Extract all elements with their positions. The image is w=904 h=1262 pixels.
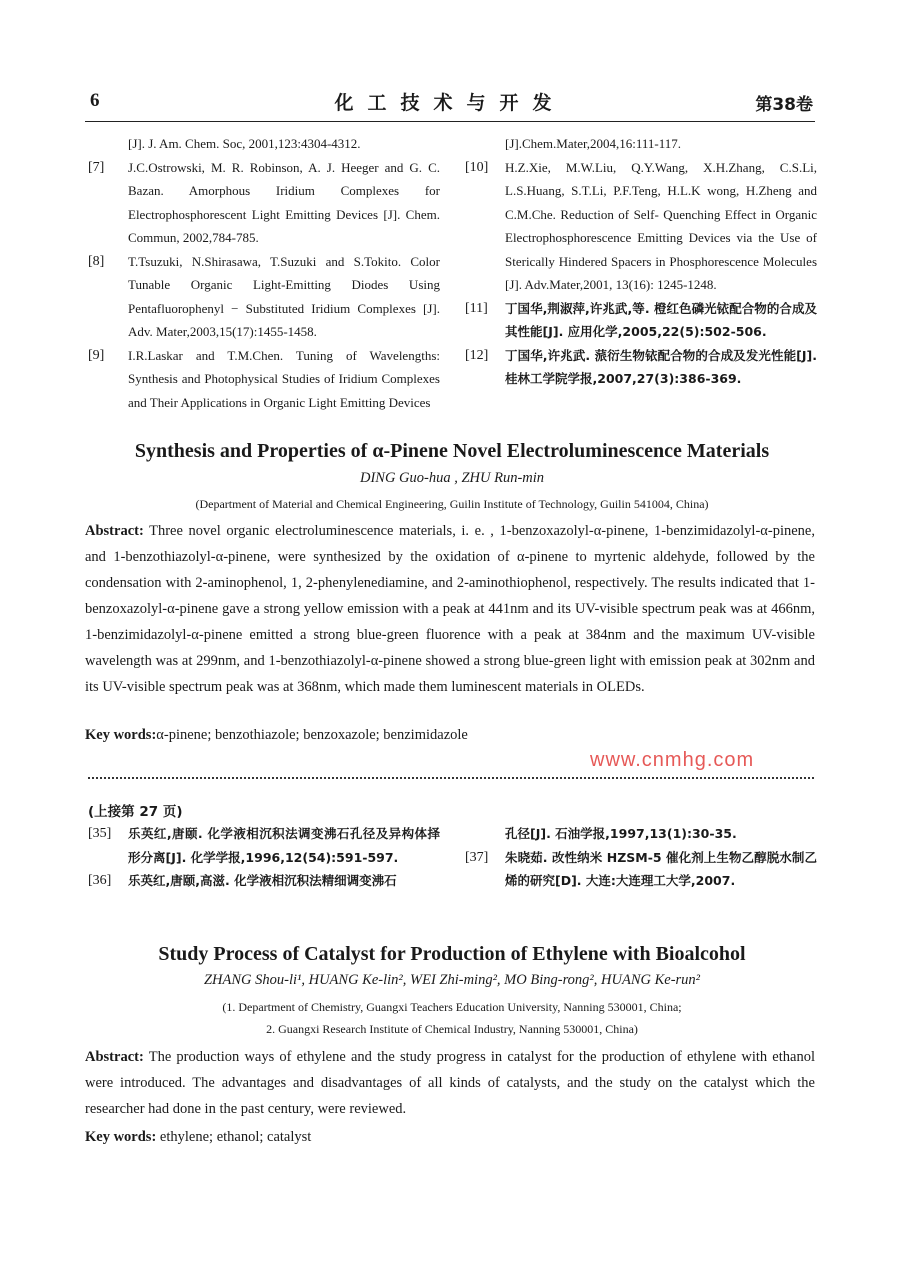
article2-affiliation-2: 2. Guangxi Research Institute of Chemical Industry, Nanning 530001, China) <box>266 1022 638 1036</box>
journal-title: 化工技术与开发 <box>334 92 566 114</box>
reference-number: [11] <box>465 300 488 316</box>
reference-item <box>465 297 817 344</box>
reference-number: [36] <box>88 873 112 888</box>
keywords-text: α-pinene; benzothiazole; benzoxazole; benzimidazole <box>156 727 468 743</box>
reference-number: [10] <box>465 159 489 175</box>
watermark: www.cnmhg.com <box>590 749 755 771</box>
reference-item <box>88 156 440 250</box>
reference-item <box>88 344 440 415</box>
page-header <box>85 88 815 122</box>
keywords-text: ethylene; ethanol; catalyst <box>156 1129 312 1145</box>
reference-continuation: [J].Chem.Mater,2004,16:111-117. <box>505 136 682 151</box>
reference-item <box>465 344 817 391</box>
article2-keywords <box>85 1124 815 1150</box>
reference-text: T.Tsuzuki, N.Shirasawa, T.Suzuki and S.Tokito. Color Tunable Organic Light-Emitting Diodes Using Pentafluorophenyl − Substituted Iridium Complexes [J]. Adv. Mater,2003,15(17):1455-1458. <box>128 253 440 339</box>
reference-text: 丁国华,许兆武. 蒎衍生物铱配合物的合成及发光性能[J]. 桂林工学院学报,2007,27(3):386-369. <box>505 347 817 386</box>
reference-number: [9] <box>88 347 105 363</box>
reference-item <box>465 156 817 297</box>
continued-references-right <box>465 822 817 893</box>
reference-number: [12] <box>465 347 489 363</box>
reference-item <box>465 846 817 893</box>
reference-number: [7] <box>88 159 105 175</box>
page-number: 6 <box>90 90 100 111</box>
reference-text: J.C.Ostrowski, M. R. Robinson, A. J. Heeger and G. C. Bazan. Amorphous Iridium Complexes for Electrophosphorescent Light Emitting Devices [J]. Chem. Commun, 2002,784-785. <box>128 159 440 245</box>
article1-abstract <box>85 518 815 700</box>
continued-label: (上接第 27 页) <box>88 804 183 820</box>
article1-keywords <box>85 722 565 748</box>
reference-item <box>88 869 440 893</box>
reference-number: [35] <box>88 826 112 841</box>
reference-item <box>88 250 440 344</box>
abstract-label: Abstract: <box>85 1049 144 1065</box>
reference-text: H.Z.Xie, M.W.Liu, Q.Y.Wang, X.H.Zhang, C.S.Li, L.S.Huang, S.T.Li, P.F.Teng, H.L.K wong, H.Zheng and C.M.Che. Reduction of Self- Quenching Effect in Organic Electrophosphorescence Emitting Devices via the Use of Sterically Hindered Spacers in Phosphorescence Molecules [J]. Adv.Mater,2001, 13(16): 1245-1248. <box>505 159 817 292</box>
reference-text: 朱晓茹. 改性纳米 HZSM-5 催化剂上生物乙醇脱水制乙烯的研究[D]. 大连:大连理工大学,2007. <box>505 849 817 888</box>
reference-text: 乐英红,唐颐,高滋. 化学液相沉积法精细调变沸石 <box>128 873 397 888</box>
reference-number: [37] <box>465 849 489 865</box>
keywords-label: Key words: <box>85 1129 157 1145</box>
references-left-column <box>88 132 440 414</box>
article1-authors: DING Guo-hua , ZHU Run-min <box>359 470 545 486</box>
reference-continuation: 孔径[J]. 石油学报,1997,13(1):30-35. <box>505 826 737 841</box>
abstract-text: Three novel organic electroluminescence materials, i. e. , 1-benzoxazolyl-α-pinene, 1-benzimidazolyl-α-pinene, and 1-benzothiazolyl-α-pinene, were synthesized by the oxidation of α-pinene to myrtenic aldehyde, followed by the condensation with 2-aminophenol, 1, 2-phenylenediamine, and 2-aminothiophenol, respectively. The results indicated that 1-benzoxazolyl-α-pinene gave a strong yellow emission with a peak at 441nm and its UV-visible spectrum peak was at 466nm, 1-benzimidazolyl-α-pinene emitted a strong blue-green fluorence with a peak at 384nm and the maximum UV-visible wavelength was at 299nm, and 1-benzothiazolyl-α-pinene showed a strong blue-green light with emission peak at 302nm and its UV-visible spectrum peak was at 368nm, which made them luminescent materials in OLEDs. <box>85 523 815 695</box>
abstract-text: The production ways of ethylene and the study progress in catalyst for the production of ethylene with ethanol were introduced. The advantages and disadvantages of all kinds of catalysts, and the study on the catalyst which the researcher had done in the past century, were reviewed. <box>85 1049 815 1117</box>
article1-affiliation: (Department of Material and Chemical Engineering, Guilin Institute of Technology, Guilin 541004, China) <box>195 497 709 511</box>
reference-text: 乐英红,唐颐. 化学液相沉积法调变沸石孔径及异构体择形分离[J]. 化学学报,1996,12(54):591-597. <box>128 826 440 865</box>
article1-title: Synthesis and Properties of α-Pinene Novel Electroluminescence Materials <box>134 440 770 462</box>
reference-number: [8] <box>88 253 105 269</box>
reference-continuation: [J]. J. Am. Chem. Soc, 2001,123:4304-4312. <box>128 136 361 151</box>
article2-title: Study Process of Catalyst for Production of Ethylene with Bioalcohol <box>158 943 746 965</box>
reference-text: I.R.Laskar and T.M.Chen. Tuning of Wavelengths: Synthesis and Photophysical Studies of Iridium Complexes and Their Applications in Organic Light Emitting Devices <box>128 347 440 410</box>
article2-affiliation-1: (1. Department of Chemistry, Guangxi Teachers Education University, Nanning 530001, China; <box>222 1000 682 1014</box>
article2-abstract <box>85 1044 815 1122</box>
article2-authors: ZHANG Shou-li¹, HUANG Ke-lin², WEI Zhi-ming², MO Bing-rong², HUANG Ke-run² <box>203 972 701 988</box>
reference-text: 丁国华,荆淑萍,许兆武,等. 橙红色磷光铱配合物的合成及其性能[J]. 应用化学,2005,22(5):502-506. <box>505 300 817 339</box>
references-right-column <box>465 132 817 391</box>
abstract-label: Abstract: <box>85 523 144 539</box>
continued-references-left <box>88 822 440 893</box>
section-divider <box>88 777 814 779</box>
volume-label: 第38卷 <box>755 95 813 115</box>
keywords-label: Key words: <box>85 727 157 743</box>
reference-item <box>88 822 440 869</box>
